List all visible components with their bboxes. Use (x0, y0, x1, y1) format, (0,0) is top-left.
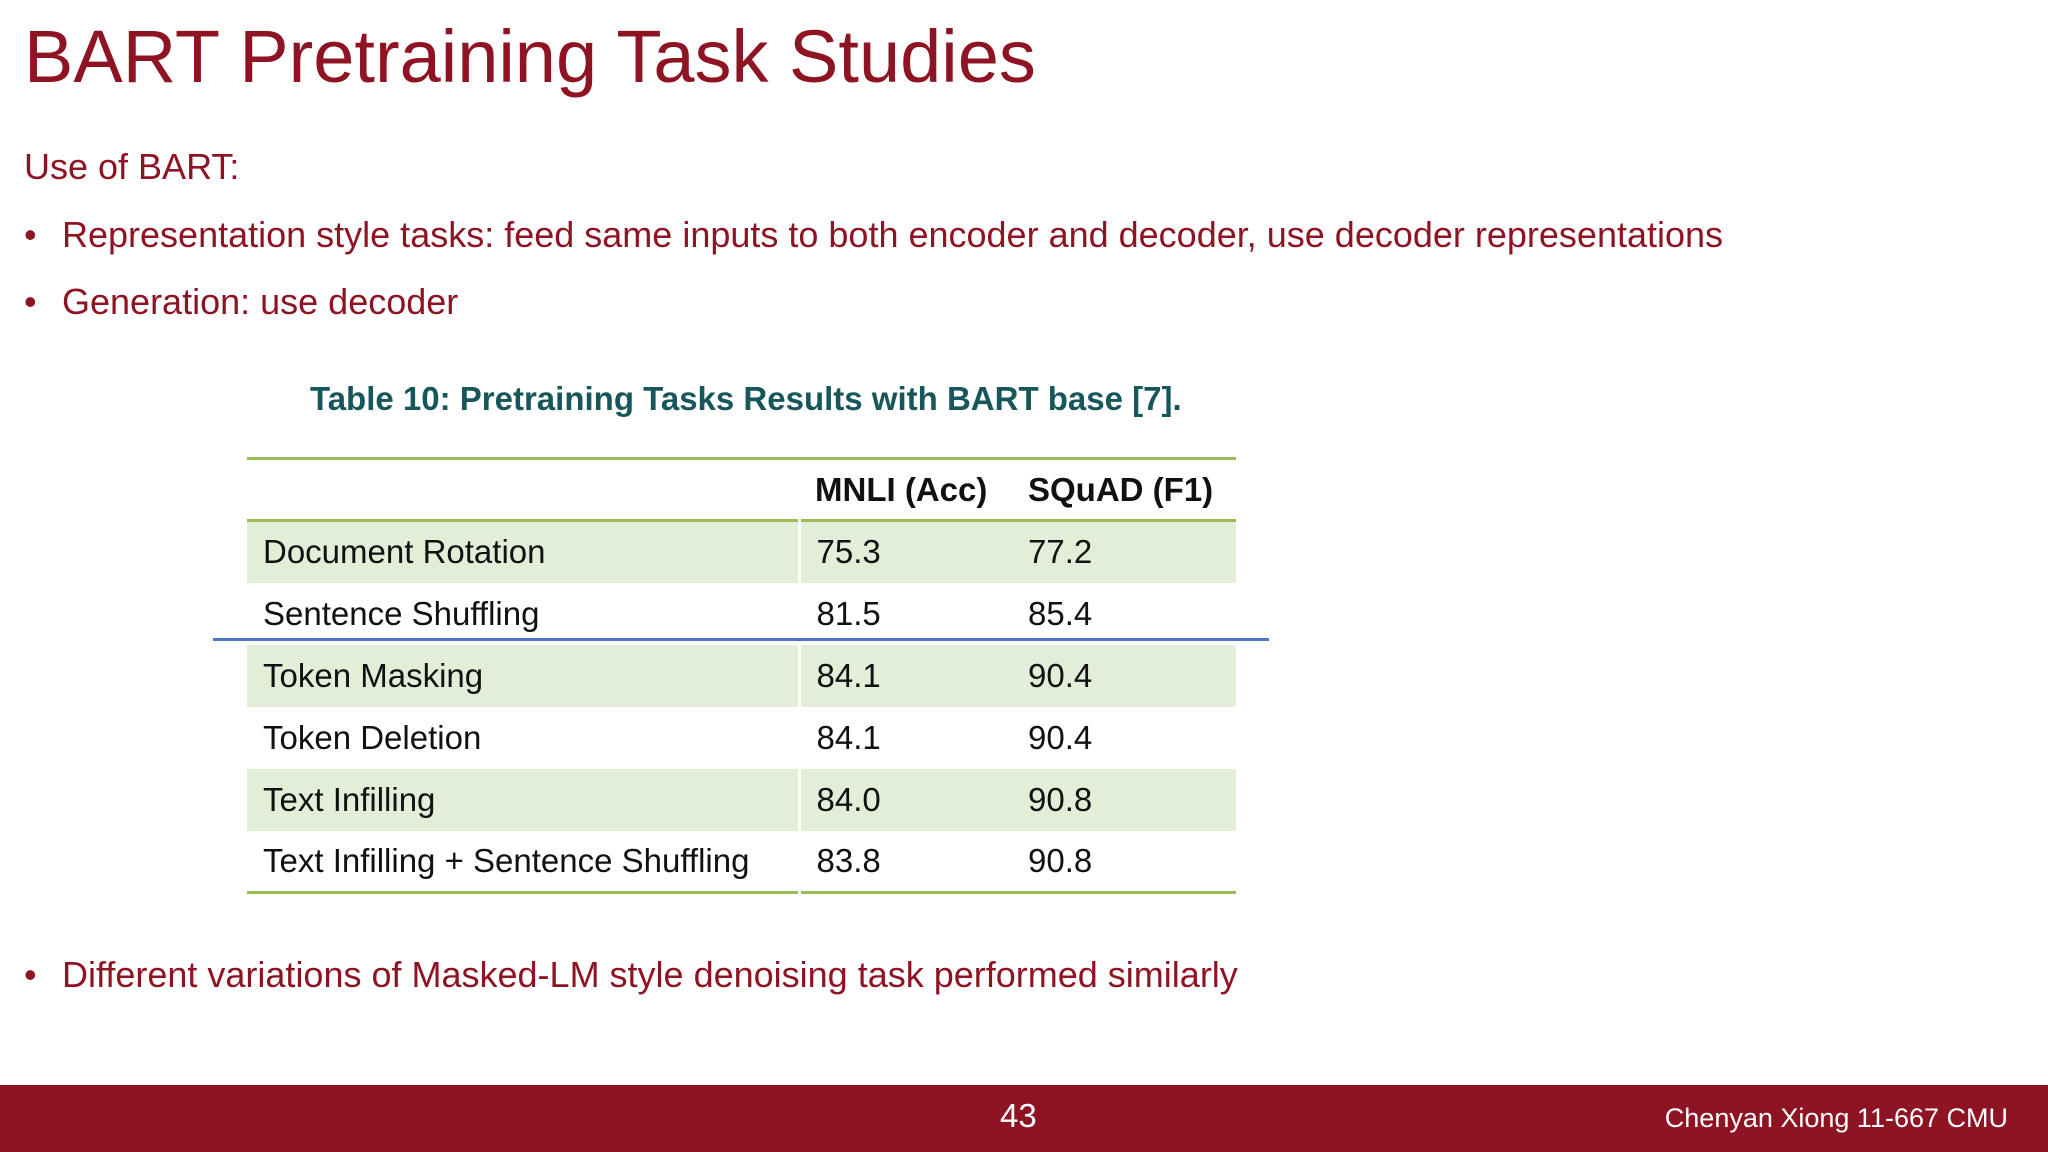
bullet-text: Generation: use decoder (62, 281, 459, 322)
bullet-text: Representation style tasks: feed same inputs to both encoder and decoder, use decoder representations (62, 214, 1724, 255)
bullet-text: Different variations of Masked-LM style denoising task performed similarly (62, 954, 1238, 995)
mnli-cell: 83.8 (816, 841, 881, 879)
task-cell: Token Deletion (247, 707, 799, 769)
mnli-cell: 84.1 (799, 645, 1012, 707)
table-row (247, 831, 1236, 893)
bullet-marker: • (24, 954, 37, 995)
header-mnli: MNLI (Acc) (815, 470, 988, 508)
bullet-generation (24, 281, 458, 323)
mnli-cell: 84.1 (816, 718, 881, 756)
squad-cell: 77.2 (1012, 521, 1236, 583)
mnli-cell: 84.0 (799, 769, 1012, 831)
table-row (247, 769, 1236, 831)
bullet-marker: • (24, 214, 37, 255)
table-header-row (247, 459, 1236, 521)
bullet-representation (24, 214, 1723, 256)
task-cell: Sentence Shuffling (247, 583, 799, 645)
task-cell: Document Rotation (247, 521, 799, 583)
slide-title: BART Pretraining Task Studies (24, 15, 1036, 98)
results-table (247, 457, 1236, 894)
squad-cell: 85.4 (1028, 594, 1093, 632)
table-row (247, 707, 1236, 769)
table-caption: Table 10: Pretraining Tasks Results with BART base [7]. (310, 380, 1182, 417)
table-row (247, 583, 1236, 645)
page-number: 43 (1000, 1097, 1037, 1134)
footer-bar (0, 1085, 2048, 1152)
task-cell: Text Infilling + Sentence Shuffling (247, 831, 799, 893)
squad-cell: 90.4 (1028, 718, 1093, 756)
squad-cell: 90.8 (1028, 841, 1093, 879)
bullet-marker: • (24, 281, 37, 322)
task-cell: Token Masking (247, 645, 799, 707)
intro-text: Use of BART: (24, 146, 240, 187)
footer-credit: Chenyan Xiong 11-667 CMU (1664, 1103, 2008, 1133)
header-task (247, 459, 799, 521)
annotation-divider-line (213, 638, 1269, 641)
squad-cell: 90.8 (1012, 769, 1236, 831)
squad-cell: 90.4 (1012, 645, 1236, 707)
table-row (247, 521, 1236, 583)
mnli-cell: 75.3 (799, 521, 1012, 583)
table-row (247, 645, 1236, 707)
mnli-cell: 81.5 (816, 594, 881, 632)
task-cell: Text Infilling (247, 769, 799, 831)
bullet-conclusion (24, 954, 1238, 996)
header-squad: SQuAD (F1) (1028, 470, 1214, 508)
